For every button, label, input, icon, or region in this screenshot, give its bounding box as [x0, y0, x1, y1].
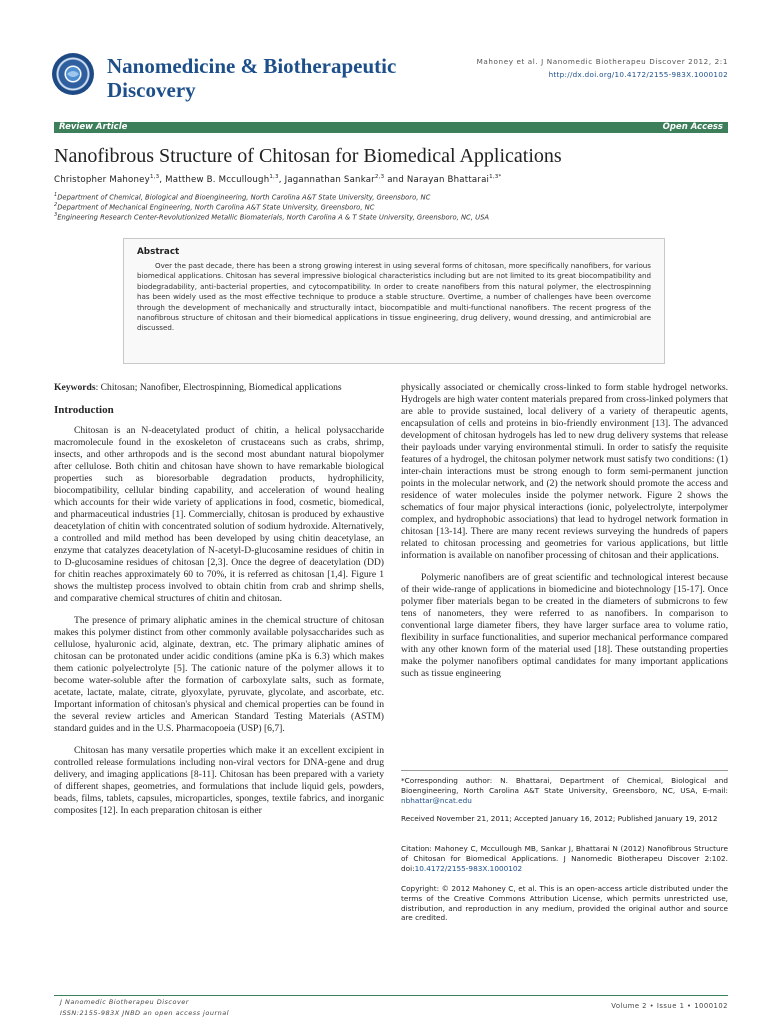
doi-link[interactable]: http://dx.doi.org/10.4172/2155-983X.1000102: [548, 70, 728, 79]
keywords: [54, 382, 384, 394]
journal-title[interactable]: Nanomedicine & Biotherapeutic Discovery: [107, 54, 397, 102]
author-name[interactable]: Christopher Mahoney: [54, 174, 150, 185]
author-name[interactable]: Matthew B. Mccullough: [165, 174, 270, 185]
affiliation-text: Department of Chemical, Biological and Bioengineering, North Carolina A&T State University, Greensboro, NC: [57, 193, 431, 202]
journal-header: [0, 0, 768, 120]
body-paragraph: Chitosan is an N-deacetylated product of chitin, a helical polysaccharide macromolecule found in the exoskeleton of crustaceans such as crabs, shrimp, insects, and other arthropods and is the second most abundant natural biopolymer after cellulose. Both chitin and chitosan have shown to have remarkable biological properties such as bioresorbable degradation products, hydrophilicity, biocompatibility, cellular binding capability, and acceleration of wound healing which accounts for their wide variety of applications in food, cosmetic, biomedical, and pharmaceutical industries [1]. Commercially, chitosan is produced by exhaustive deacetylation of chitin with concentrated solution of sodium hydroxide. Alternatively, a controlled and mild method has been developed by using chitin deacetylase, an enzyme that catalyzes deacetylation of N-acetyl-D-glucosamine residues of chitin in to D-glucosamine residues of chitosan [2,3]. Once the degree of deacetylation (DD) for chitin reaches approximately 60 to 70%, it is referred as chitosan [1,4]. Figure 1 shows the multistep process involved to obtain chitin from crab and shrimp shells, and comparative chemical structures of chitin and chitosan.: [54, 425, 384, 604]
affiliation: [54, 192, 728, 201]
keywords-text: : Chitosan; Nanofiber, Electrospinning, Biomedical applications: [95, 382, 342, 393]
author-affiliation-sup: 1,3*: [489, 174, 502, 180]
body-paragraph: The presence of primary aliphatic amines in the chemical structure of chitosan makes this polymer distinct from other commonly available polysaccharides such as cellulose, hyaluronic acid, alginate, dextran, etc. The primary aliphatic amines of chitosan can be protonated under acidic conditions (amine pKa is 6.3) which makes them cationic polyelectrolyte [5]. The cationic nature of the polymer allows it to become water-soluble after the formation of carboxylate salts, such as formate, acetate, lactate, malate, citrate, glyoxylate, pyruvate, glycolate, and ascorbate, etc. Important information of chitosan's physical and chemical properties can be found in the several review articles and American Standard Testing Materials (ASTM) standard guides and in the U.S. Pharmacopoeia (USP) [6,7].: [54, 615, 384, 734]
left-column: [54, 382, 384, 827]
open-access-label: Open Access: [662, 122, 723, 132]
citation-doi-link[interactable]: 10.4172/2155-983X.1000102: [414, 863, 523, 873]
affiliation-sup: 2: [54, 202, 58, 208]
affiliation-sup: 1: [54, 192, 58, 198]
body-paragraph: Chitosan has many versatile properties which make it an excellent excipient in controlled release formulations including non-viral vectors for DNA-gene and drug delivery, and imaging applications [8-11]. Chitosan has been prepared with a variety of different shapes, geometries, and formulations that include liquid gels, powders, beads, films, tablets, capsules, microparticles, sponges, textile fabrics, and inorganic composites [12]. In each preparation chitosan is either: [54, 745, 384, 816]
author-affiliation-sup: 1,3: [149, 174, 160, 180]
abstract-box: [123, 238, 665, 364]
author-name[interactable]: Narayan Bhattarai: [406, 174, 490, 185]
footer-issn: ISSN:2155-983X JNBD an open access journal: [60, 1009, 230, 1017]
received-dates: Received November 21, 2011; Accepted January 16, 2012; Published January 19, 2012: [401, 814, 718, 823]
affiliation: [54, 202, 728, 211]
affiliation: [54, 212, 728, 221]
abstract-text: Over the past decade, there has been a strong growing interest in using several forms of chitosan, more specifically nanofibers, for various biomedical applications. Chitosan has several impressive biological characteristics including but are not limited to its great biocompatibility and biodegradability, anti-bacterial properties, and cytocompatibility. In order to create nanofibers from this natural polymer, the electrospinning has been widely used as the most effective technique to produce a stable structure. Overtime, a number of challenges have been overcome through the development of mechanically and structurally intact, biocompatible and multi-functional nanofibers. The recent progress of the nanofibrous structure of chitosan and their biomedical applications in tissue engineering, drug delivery, wound dressing, and antimicrobial are discussed.: [137, 261, 651, 333]
author-list: Christopher Mahoney$^{1,3}$, Matthew B. Mccullough$^{1,3}$, Jagannathan Sankar$^{2,3}$ and Narayan Bhattarai$^{1,3*}$: [54, 174, 502, 185]
author-affiliation-sup: 2,3: [374, 174, 385, 180]
section-heading-introduction: Introduction: [54, 404, 114, 416]
corresponding-author-note: [401, 776, 728, 805]
body-paragraph: Polymeric nanofibers are of great scientific and technological interest because of their wide-range of applications in biomedicine and biotechnology [15-17]. Once polymer fiber materials began to be created in the diameters of submicrons to few tens of nanometers, they were referred to as nanofibers. In comparison to conventional large diameter fibers, they have larger surface area to volume ratio, flexibility in surface functionalities, and superior mechanical performance compared with any other known form of the material used [18]. These outstanding properties make the polymer nanofibers optimal candidates for many important applications such as tissue engineering: [401, 572, 728, 679]
right-column: [401, 382, 728, 690]
email-link[interactable]: nbhattar@ncat.edu: [401, 795, 472, 805]
footer-divider: [54, 995, 728, 996]
author-name[interactable]: Jagannathan Sankar: [284, 174, 375, 185]
article-type-label: Review Article: [59, 122, 128, 132]
copyright-note: Copyright: © 2012 Mahoney C, et al. This is an open-access article distributed under the terms of the Creative Commons Attribution License, which permits unrestricted use, distribution, and reproduction in any medium, provided the original author and source are credited.: [401, 884, 728, 923]
article-title: Nanofibrous Structure of Chitosan for Biomedical Applications: [54, 145, 562, 167]
citation-text: Citation: Mahoney C, Mccullough MB, Sankar J, Bhattarai N (2012) Nanofibrous Structure of Chitosan for Biomedical Applications. J Nanomedic Biotherapeu Discover 2:102. doi:: [401, 844, 728, 873]
abstract-heading: Abstract: [137, 247, 180, 257]
footer-volume: Volume 2 • Issue 1 • 1000102: [611, 1002, 728, 1010]
footnote-divider: [401, 770, 728, 771]
corresponding-author-text: *Corresponding author: N. Bhattarai, Department of Chemical, Biological and Bioengineering, North Carolina A&T State University, Greensboro, NC, USA, E-mail:: [401, 776, 728, 795]
keywords-label: Keywords: [54, 382, 96, 393]
article-type-bar: [54, 122, 728, 133]
affiliation-sup: 3: [54, 212, 58, 218]
author-affiliation-sup: 1,3: [269, 174, 279, 180]
citation-line: Mahoney et al. J Nanomedic Biotherapeu Discover 2012, 2:1: [476, 57, 728, 66]
journal-logo-icon: [52, 53, 94, 95]
body-paragraph: physically associated or chemically cross-linked to form stable hydrogel networks. Hydrogels are high water content materials prepared from cross-linked polymers that are able to provide sustained, local delivery of a variety of therapeutic agents, encapsulation of cells and proteins in bio-friendly environment [13]. The advanced development of chitosan hydrogels has led to new drug delivery systems that release their payloads under varying environmental stimuli. In order to satisfy the requisite features of a hydrogel, the chitosan polymer network must satisfy two conditions: (1) inter-chain interactions must be strong enough to form semi-permanent junction points in the molecular network, and (2) the network should promote the access and residence of water molecules inside the polymer network. Figure 2 shows the schematics of four major physical interactions (ionic, polyelectrolyte, interpolymer complex, and hydrophobic associations) that lead to hydrogel network formation in chitosan [13-14]. There are many recent reviews surveying the hundreds of papers related to chitosan processing and geometries for various applications, but little information is available on nanofiber processing of chitosan and their applications.: [401, 382, 728, 561]
affiliation-text: Engineering Research Center-Revolutionized Metallic Biomaterials, North Carolina A & T State University, Greensboro, NC, USA: [57, 213, 490, 222]
citation-note: [401, 844, 728, 873]
footer-journal: J Nanomedic Biotherapeu Discover: [60, 998, 189, 1006]
affiliation-text: Department of Mechanical Engineering, North Carolina A&T State University, Greensboro, NC: [57, 203, 375, 212]
